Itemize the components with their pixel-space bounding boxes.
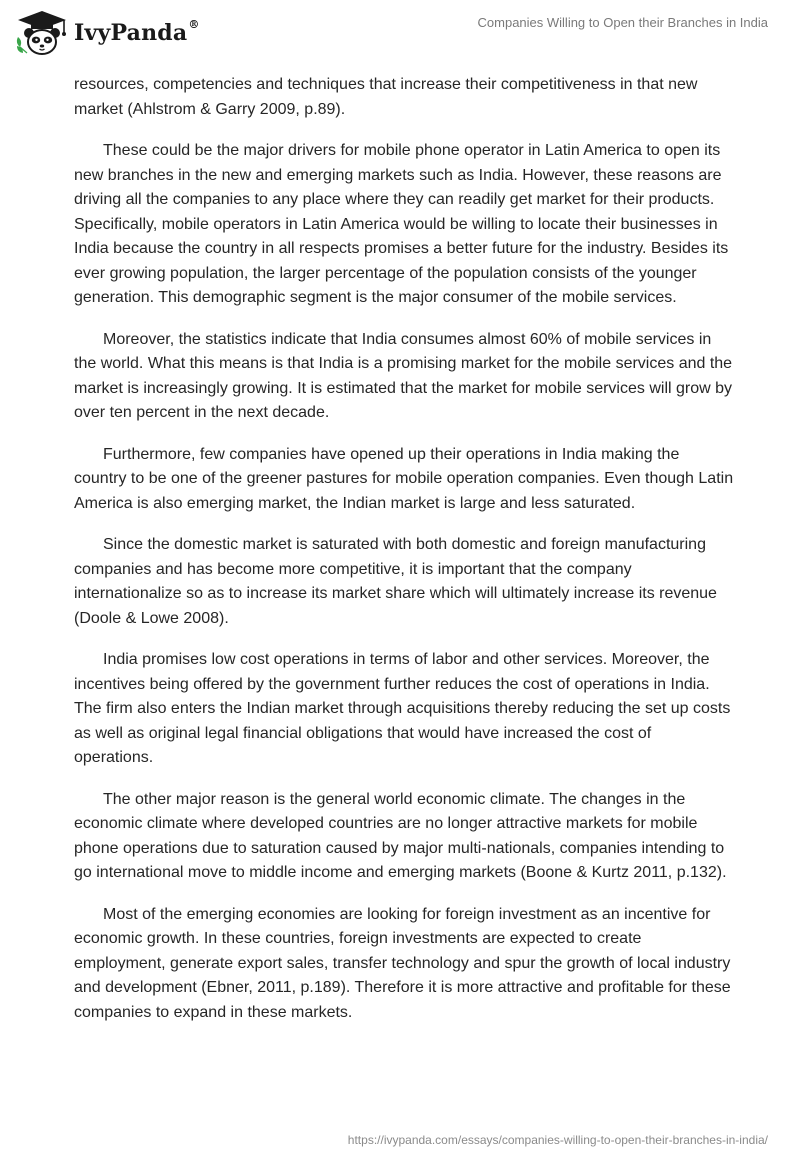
paragraph: Most of the emerging economies are looking for foreign investment as an incentive for economic growth. In these countries, foreign investments are expected to create employment, generate export sales, transfer technology and spur the growth of local industry and development (Ebner, 2011, p.189). Therefore it is more attractive and profitable for these companies to expand in these markets. bbox=[74, 905, 731, 1021]
registered-mark: ® bbox=[188, 18, 200, 31]
paragraph: These could be the major drivers for mobile phone operator in Latin America to open its new branches in the new and emerging markets such as India. However, these reasons are driving all the companies to any place where they can readily get market for their products. Specifically, mobile operators in Latin America would be willing to locate their businesses in India because the country in all respects promises a better future for the industry. Besides its ever growing population, the larger percentage of the population consists of the younger generation. This demographic segment is the major consumer of the mobile services. bbox=[74, 142, 729, 306]
ivypanda-logo[interactable] bbox=[14, 9, 200, 57]
page-header bbox=[0, 0, 800, 70]
essay-body bbox=[74, 73, 734, 1042]
paragraph: Furthermore, few companies have opened up their operations in India making the country to be one of the greener pastures for mobile operation companies. Even though Latin America is also emerging market, the Indian market is large and less saturated. bbox=[74, 445, 734, 512]
paragraph: Moreover, the statistics indicate that India consumes almost 60% of mobile services in the world. What this means is that India is a promising market for the mobile services and the market is increasingly growing. It is estimated that the market for mobile services will grow by over ten percent in the next decade. bbox=[74, 330, 733, 421]
paragraph: resources, competencies and techniques that increase their competitiveness in that new market (Ahlstrom & Garry 2009, p.89). bbox=[74, 76, 698, 118]
logo-text: IvyPanda® bbox=[74, 18, 200, 46]
panda-graduate-icon bbox=[14, 9, 70, 57]
source-url-link[interactable]: https://ivypanda.com/essays/companies-willing-to-open-their-branches-in-india/ bbox=[347, 1133, 768, 1147]
paragraph: The other major reason is the general world economic climate. The changes in the economic climate where developed countries are no longer attractive markets for mobile phone operations due to saturation caused by major multi-nationals, companies intending to go international move to middle income and emerging markets (Boone & Kurtz 2011, p.132). bbox=[74, 790, 727, 881]
paragraph: India promises low cost operations in terms of labor and other services. Moreover, the incentives being offered by the government further reduces the cost of operations in India. The firm also enters the Indian market through acquisitions thereby reducing the set up costs as well as original legal financial obligations that would have increased the cost of operations. bbox=[74, 651, 731, 766]
paragraph: Since the domestic market is saturated with both domestic and foreign manufacturing companies and has become more competitive, it is important that the company internationalize so as to increase its market share which will ultimately increase its revenue (Doole & Lowe 2008). bbox=[74, 536, 717, 627]
document-title: Companies Willing to Open their Branches in India bbox=[477, 15, 768, 30]
